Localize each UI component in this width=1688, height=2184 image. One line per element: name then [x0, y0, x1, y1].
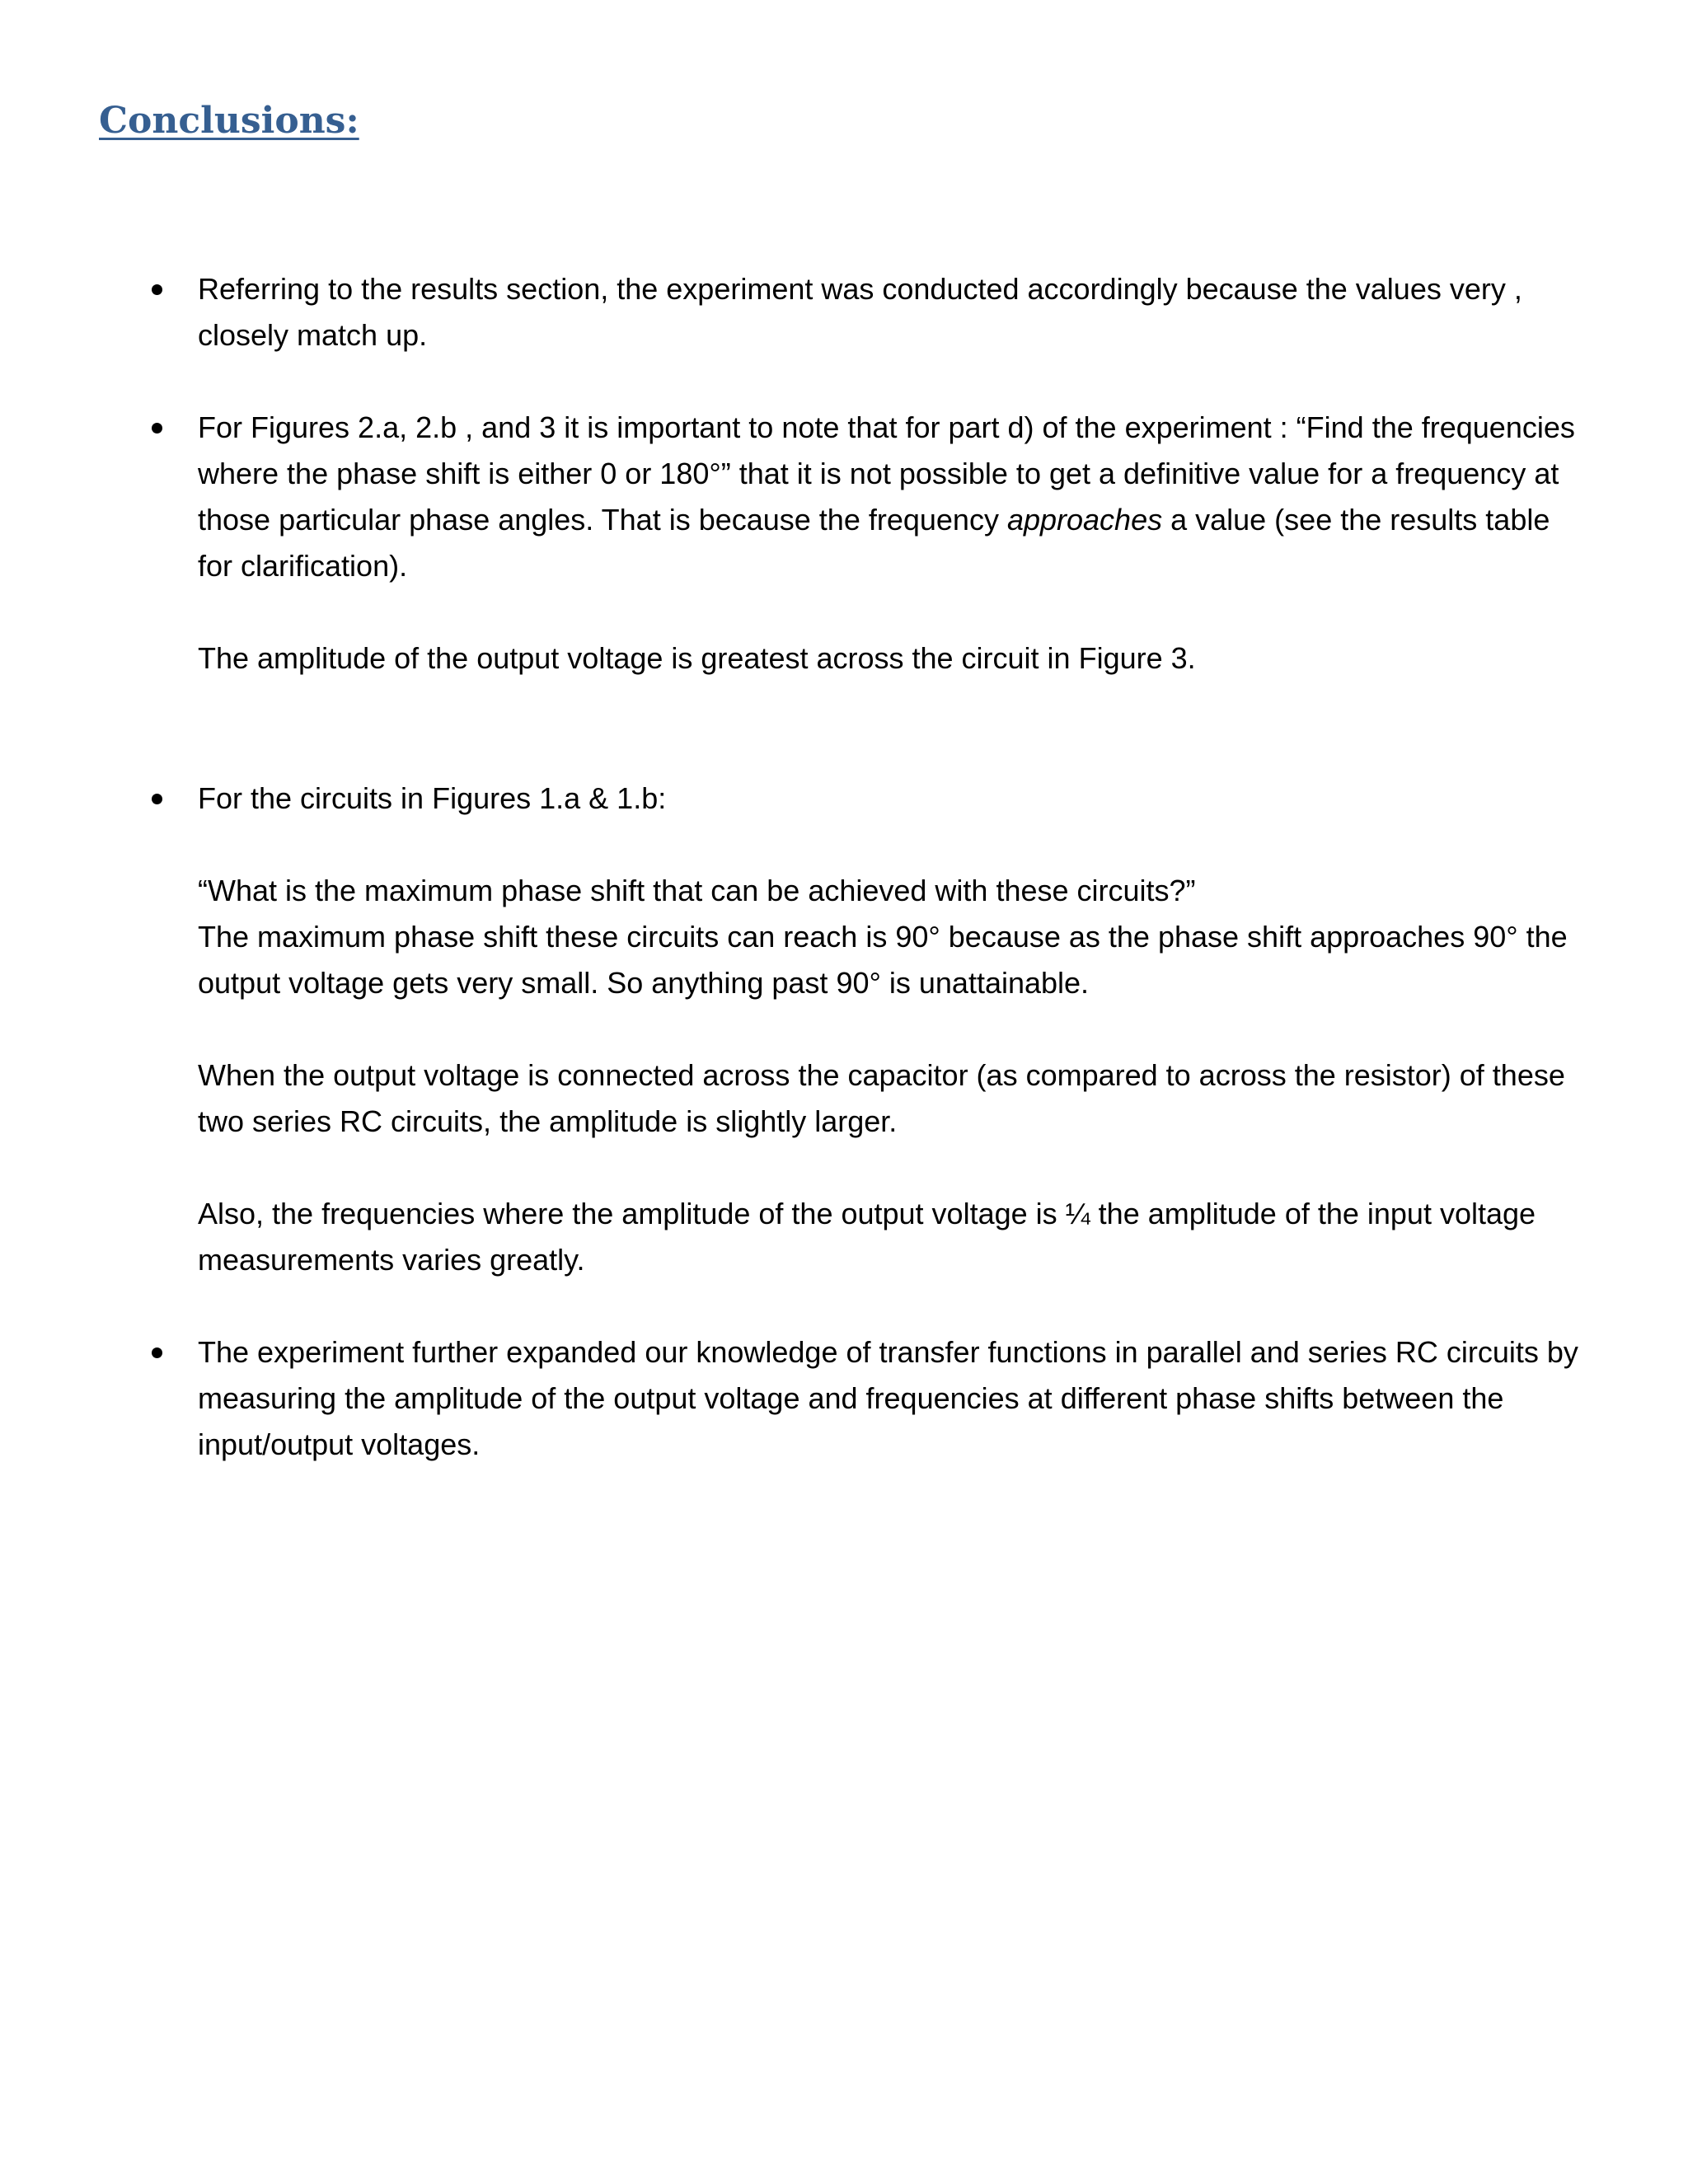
conclusion-amplitude-figure-3: The amplitude of the output voltage is greatest across the circuit in Figure 3.	[198, 641, 1196, 675]
maximum-phase-shift-answer: The maximum phase shift these circuits can reach is 90° because as the phase shift approaches 90° the output voltage gets very small. So anything past 90° is unattainable.	[198, 920, 1568, 1000]
conclusion-point-transfer-functions: The experiment further expanded our knowledge of transfer functions in parallel and series RC circuits by measuring the amplitude of the output voltage and frequencies at different phase shifts between the input/output voltages.	[198, 1335, 1578, 1461]
bullet-icon	[152, 284, 162, 295]
quarter-amplitude-paragraph: Also, the frequencies where the amplitude of the output voltage is ¼ the amplitude of the input voltage measurements varies greatly.	[198, 1197, 1536, 1277]
conclusions-heading: Conclusions:	[99, 100, 359, 142]
conclusion-point-figures-1: For the circuits in Figures 1.a & 1.b:	[198, 781, 667, 815]
maximum-phase-shift-question: “What is the maximum phase shift that can be achieved with these circuits?”	[198, 874, 1196, 907]
bullet-icon	[152, 423, 162, 434]
bullet-icon	[152, 1347, 162, 1358]
capacitor-vs-resistor-paragraph: When the output voltage is connected across the capacitor (as compared to across the resistor) of these two series RC circuits, the amplitude is slightly larger.	[198, 1058, 1565, 1138]
phase-frequencies-text-end: a value (see the results table for clarification).	[198, 503, 1550, 583]
conclusion-point-phase-frequencies	[198, 405, 1582, 589]
bullet-icon	[152, 794, 162, 804]
approaches-emphasis: approaches	[1006, 503, 1163, 537]
conclusion-point-results-match: Referring to the results section, the experiment was conducted accordingly because the values very , closely match up.	[198, 272, 1522, 352]
phase-frequencies-text-start: For Figures 2.a, 2.b , and 3 it is important to note that for part d) of the experiment : “Find the frequencies where the phase shift is either 0 or 180°” that it is not possible to get a definitive value for a frequency at those particular phase angles. That is because the frequency	[198, 410, 1575, 537]
